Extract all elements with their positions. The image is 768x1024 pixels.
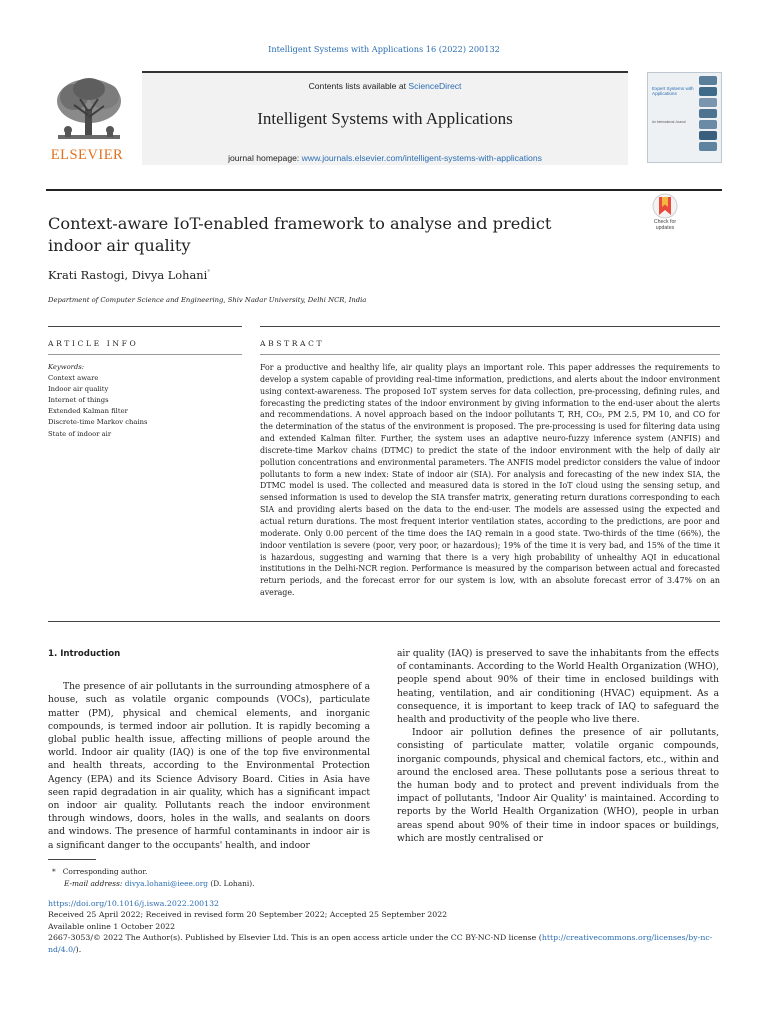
license-line [48,932,720,955]
homepage-link[interactable]: www.journals.elsevier.com/intelligent-systems-with-applications [301,153,542,163]
email-suffix: (D. Lohani). [207,879,255,889]
journal-title: Intelligent Systems with Applications [257,109,513,128]
doi-link[interactable]: https://doi.org/10.1016/j.iswa.2022.200132 [48,899,220,908]
publisher-logo [46,71,128,165]
section-rule [48,354,242,355]
author-name[interactable]: Krati Rastogi [48,268,125,282]
cover-decoration [697,76,719,153]
keyword-item: Context aware [48,374,99,383]
author-name[interactable]: Divya Lohani [131,268,208,282]
author-affiliation: Department of Computer Science and Engineering, Shiv Nadar University, Delhi NCR, India [48,296,367,304]
keyword-item: Internet of things [48,396,109,405]
license-suffix: ). [75,944,82,954]
author-separator: , [124,268,132,282]
email-label: E-mail address: [64,879,125,889]
keywords-list [48,362,238,440]
footnote [52,866,254,891]
abstract-heading: ABSTRACT [260,339,325,348]
publisher-name: ELSEVIER [50,147,124,163]
masthead-box [142,71,628,165]
masthead-rule [46,189,722,191]
check-for-updates-button[interactable] [644,193,686,233]
footnote-rule [48,859,96,860]
journal-masthead [46,71,722,165]
article-info-heading: ARTICLE INFO [48,339,139,348]
article-title: Context-aware IoT-enabled framework to analyse and predict indoor air quality [48,214,552,255]
abstract-end-rule [48,621,720,622]
homepage-label: journal homepage: [228,153,302,163]
footnote-mark: * [52,867,56,876]
received-dates: Received 25 April 2022; Received in revised form 20 September 2022; Accepted 25 September 2022 [48,910,448,920]
body-paragraph: air quality (IAQ) is preserved to save the inhabitants from the effects of contaminants. According to the World Health Organization (WHO), people spend about 90% of their time in enclosed buildings with heating, ventilation, and air conditioning (HVAC) equipment. As a consequence, it is important to keep track of IAQ to safeguard the health and productivity of the people who live there. [397,649,719,726]
author-list [48,268,210,282]
contents-line [142,81,628,91]
keyword-item: Extended Kalman filter [48,407,128,416]
email-link[interactable]: divya.lohani@ieee.org [124,879,208,889]
body-column-left [48,648,370,853]
body-paragraph: The presence of air pollutants in the surrounding atmosphere of a house, such as volatile organic compounds (VOCs), particulate matter (PM), physical and chemical elements, and inorganic compounds, is termed indoor air pollution. It is rapidly becoming a global public health issue, affecting millions of people around the world. Indoor air quality (IAQ) is one of the top five environmental and health threats, according to the Environmental Protection Agency (EPA) and its Science Advisory Board. Cities in Asia have seen rapid degradation in air quality, which has a significant impact on indoor air quality. Pollutants reach the indoor environment through windows, doors, holes in the walls, and sealants on doors and windows. The presence of harmful contaminants in indoor air is a significant danger to the occupants' health, and indoor [48,682,370,851]
keyword-item: Indoor air quality [48,385,109,394]
abstract-text: For a productive and healthy life, air quality plays an important role. This paper addresses the requirements to develop a system capable of providing real-time information, predictions, and alerts about the indoor environment using context-awareness. The proposed IoT system serves for data collection, pre-processing, defining rules, and forecasting the predicting states of the indoor environment by giving information to the end-user about the alerts and recommendations. A novel approach based on the indoor pollutants T, RH, CO₂, PM 2.5, PM 10, and CO for the determination of the status of the environment is proposed. The pre-processing is used for filtering data using and extended Kalman filter. Further, the system uses an adaptive neuro-fuzzy inference system (ANFIS) and discrete-time Markov chains (DTMC) to predict the state of the indoor environment with the help of daily air pollution concentrations and environmental parameters. The ANFIS model predictor considers the value of indoor pollutants to form a new index: State of indoor air (SIA). For analysis and forecasting of the new index SIA, the DTMC model is used. The collected and measured data is stored in the IoT cloud using the sensing setup, and sensed information is used to develop the SIA transfer matrix, generating return durations corresponding to each SIA and providing alerts based on the data to the end-user. The models are assessed using the expected and actual return durations. The most frequent interior ventilation states, according to the predictions, are poor and moderate. Only 0.00 percent of the time does the IAQ remain in a good state. Two-thirds of the time (66%), the indoor ventilation is severe (poor, very poor, or hazardous); 19% of the time it is very bad, and 15% of the time it is hazardous, suggesting and warning that there is a very high probability of unhealthy AQI in educational institutions in the Delhi-NCR region. Performance is measured by the comparison between actual and forecasted return periods, and the forecast error for our system is low, with an absolute forecast error of 3.47% on an average. [260,363,720,598]
elsevier-tree-icon [52,75,126,145]
running-head[interactable]: Intelligent Systems with Applications 16 (2022) 200132 [268,44,500,54]
keywords-label: Keywords: [48,363,85,371]
keyword-item: State of indoor air [48,429,112,438]
publication-info [48,898,720,955]
sciencedirect-link[interactable]: ScienceDirect [408,81,462,91]
section-rule [260,354,720,355]
homepage-line [142,153,628,163]
bookmark-icon [644,193,686,219]
check-for-updates-label: Check for updates [653,219,677,231]
journal-cover-thumbnail[interactable] [647,72,722,163]
body-column-right [397,648,719,846]
corresponding-author-mark[interactable]: * [207,269,211,277]
body-paragraph: Indoor air pollution defines the presence of air pollutants, consisting of particulate matter, volatile organic compounds, inorganic compounds, physical and chemical factors, etc., within and around the enclosed area. These pollutants pose a serious threat to the human body and to protect and prevent individuals from the impact of pollutants, 'Indoor Air Quality' is maintained. According to reports by the World Health Organization (WHO), people in urban areas spend about 90% of their time in indoor spaces or buildings, which are mostly centralised or [397,728,719,844]
contents-prefix: Contents lists available at [308,81,409,91]
license-link[interactable]: http://creativecommons.org/licenses/by-nc-nd/4.0/ [48,933,713,954]
footnote-corresponding: Corresponding author. [62,867,148,876]
section-rule [48,326,242,327]
section-rule [260,326,720,327]
cover-title: Expert Systems with Applications [652,86,694,97]
keyword-item: Discrete-time Markov chains [48,418,148,427]
available-online: Available online 1 October 2022 [48,921,176,931]
license-prefix: 2667-3053/© 2022 The Author(s). Published by Elsevier Ltd. This is an open access article under the CC BY-NC-ND license ( [48,933,542,943]
cover-subtitle: An International Journal [652,120,686,124]
section-heading-introduction: 1. Introduction [48,649,121,659]
